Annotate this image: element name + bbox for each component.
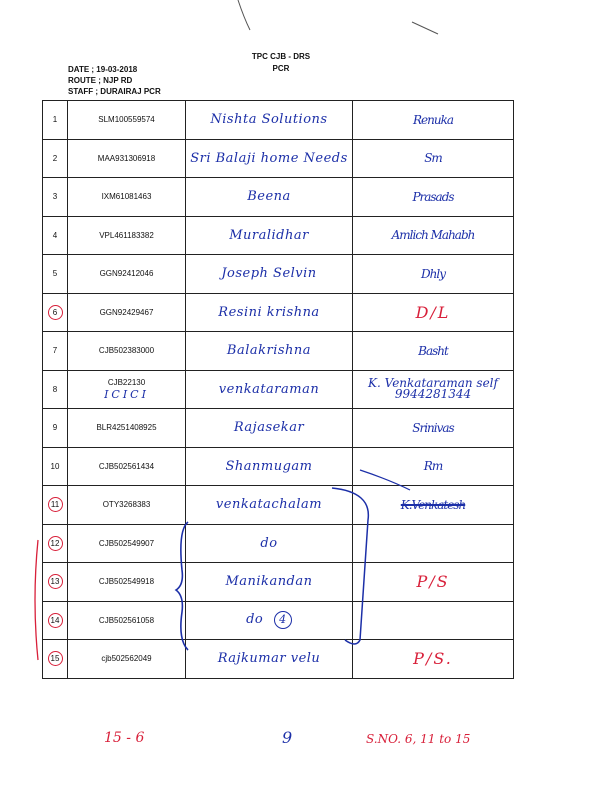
row-sno: 4 [43,216,68,255]
row-awb: BLR4251408925 [68,409,186,448]
row-signature [353,640,514,679]
table-row [43,332,514,371]
table-row [43,640,514,679]
sno-circled: 6 [48,305,63,320]
footer-delivered: 9 [282,728,293,747]
row-sno: 8 [43,370,68,409]
footer-total: 15 - 6 [104,730,145,746]
row-consignee: Muralidhar [186,216,353,255]
row-sno [43,601,68,640]
signature-text: Basht [418,343,448,358]
table-row [43,370,514,409]
signature-phone: 9944281344 [394,387,472,402]
route-line: ROUTE ; NJP RD [68,76,133,85]
table-row [43,293,514,332]
row-sno [43,640,68,679]
table-row [43,563,514,602]
row-sno [43,563,68,602]
row-awb: CJB502383000 [68,332,186,371]
signature-text: K. Venkataraman [368,376,473,391]
awb-number: CJB22130 [107,377,146,387]
row-consignee: do [186,524,353,563]
sno-circled: 13 [48,574,63,589]
row-signature [353,486,514,525]
row-sno: 5 [43,255,68,294]
table-row [43,101,514,140]
row-sno: 9 [43,409,68,448]
row-consignee: Joseph Selvin [186,255,353,294]
awb-note: ICICI [104,387,149,401]
row-sno [43,524,68,563]
row-sno: 10 [43,447,68,486]
signature-text: K.Venkatesh [400,497,466,512]
row-awb: VPL461183382 [68,216,186,255]
count-badge: 4 [274,611,292,629]
signature-text: Srinivas [412,420,454,435]
row-consignee: Sri Balaji home Needs [186,139,353,178]
row-signature [353,101,514,140]
row-consignee [186,601,353,640]
row-consignee: Resini krishna [186,293,353,332]
document-title [236,51,326,75]
row-awb: OTY3268383 [68,486,186,525]
signature-text: Prasads [412,189,454,204]
sno-circled: 15 [48,651,63,666]
delivery-table [42,100,514,679]
table-row [43,178,514,217]
date-line: DATE ; 19-03-2018 [68,65,138,74]
row-signature [353,255,514,294]
row-signature [353,447,514,486]
table-row [43,139,514,178]
row-consignee: venkataraman [186,370,353,409]
row-consignee: Balakrishna [186,332,353,371]
row-consignee: Nishta Solutions [186,101,353,140]
row-signature [353,409,514,448]
footer-sno-note: S.NO. 6, 11 to 15 [366,732,471,746]
margin-bracket [35,540,38,660]
row-consignee: Rajasekar [186,409,353,448]
sno-circled: 11 [48,497,63,512]
table-row [43,524,514,563]
row-awb: CJB502561434 [68,447,186,486]
row-sno: 2 [43,139,68,178]
row-awb: GGN92412046 [68,255,186,294]
table-row [43,216,514,255]
row-signature [353,601,514,640]
row-awb: cjb502562049 [68,640,186,679]
header-meta [68,64,161,97]
row-sno: 3 [43,178,68,217]
row-consignee: venkatachalam [186,486,353,525]
row-awb: MAA931306918 [68,139,186,178]
table-row [43,486,514,525]
row-signature [353,178,514,217]
signature-text: Renuka [412,112,454,127]
status-mark: P/S. [413,649,453,669]
row-awb: GGN92429467 [68,293,186,332]
margin-doodle [412,22,438,34]
sno-circled: 14 [48,613,63,628]
row-awb: CJB502549907 [68,524,186,563]
table-row [43,255,514,294]
status-mark: D/L [415,302,451,322]
row-signature [353,370,514,409]
signature-note: self [476,376,498,391]
margin-doodle [238,0,250,30]
row-sno: 7 [43,332,68,371]
row-sno [43,486,68,525]
row-awb: IXM61081463 [68,178,186,217]
row-awb: SLM100559574 [68,101,186,140]
row-awb: CJB502561058 [68,601,186,640]
status-mark: P/S [416,572,450,592]
signature-text: Sm [424,151,442,166]
row-awb: CJB502549918 [68,563,186,602]
signature-text: Amlich Mahabh [391,228,475,243]
row-sno: 1 [43,101,68,140]
title-line-1: TPC CJB - DRS [251,52,311,61]
row-signature [353,563,514,602]
sno-circled: 12 [48,536,63,551]
consignee-text: do [246,612,264,628]
row-signature [353,524,514,563]
signature-text: Dhly [421,266,445,281]
row-consignee: Rajkumar velu [186,640,353,679]
row-awb [68,370,186,409]
row-signature [353,332,514,371]
row-sno [43,293,68,332]
signature-text: Rm [423,459,443,474]
staff-line: STAFF ; DURAIRAJ PCR [68,87,161,96]
table-row [43,409,514,448]
table-row [43,601,514,640]
row-signature [353,293,514,332]
title-line-2: PCR [272,64,290,73]
row-signature [353,139,514,178]
row-consignee: Shanmugam [186,447,353,486]
table-row [43,447,514,486]
row-signature [353,216,514,255]
row-consignee: Beena [186,178,353,217]
row-consignee: Manikandan [186,563,353,602]
